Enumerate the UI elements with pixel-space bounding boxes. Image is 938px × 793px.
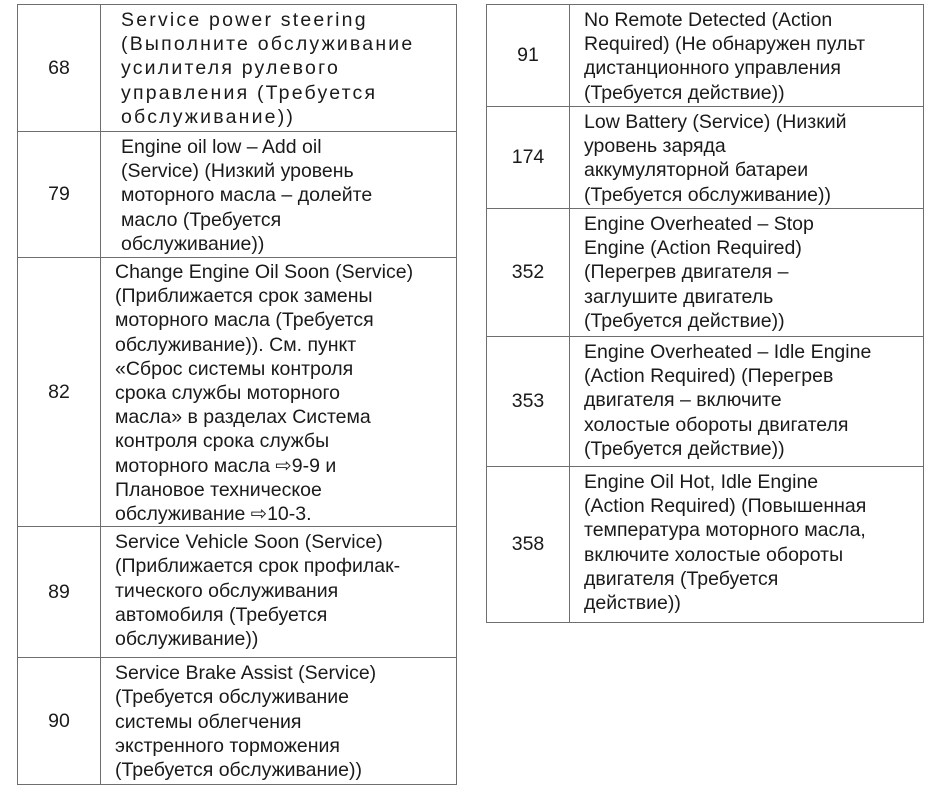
table-row <box>487 5 924 107</box>
message-code: 68 <box>18 5 101 132</box>
message-description: Engine Overheated – Idle Engine (Action Required) (Перегрев двигателя – включите холостые обороты двигателя (Требуется действие)) <box>570 337 924 467</box>
table-row <box>487 209 924 337</box>
message-description: Change Engine Oil Soon (Service) (Приближается срок замены моторного масла (Требуется обслуживание)). См. пункт «Сброс системы контроля срока службы моторного масла» в разделах Система контроля срока службы моторного масла ⇨9-9 и Плановое техническое обслуживание ⇨10-3. <box>101 258 457 527</box>
table-row <box>18 258 457 527</box>
right-code-table <box>486 4 924 623</box>
message-code: 174 <box>487 107 570 209</box>
message-description: Low Battery (Service) (Низкий уровень заряда аккумуляторной батареи (Требуется обслуживание)) <box>570 107 924 209</box>
message-code: 91 <box>487 5 570 107</box>
table-row <box>487 107 924 209</box>
message-description: Engine oil low – Add oil (Service) (Низкий уровень моторного масла – долейте масло (Требуется обслуживание)) <box>101 132 457 258</box>
message-description: Service power steering (Выполните обслуживание усилителя рулевого управления (Требуется обслуживание)) <box>101 5 457 132</box>
message-code: 353 <box>487 337 570 467</box>
message-description: Engine Overheated – Stop Engine (Action Required) (Перегрев двигателя – заглушите двигатель (Требуется действие)) <box>570 209 924 337</box>
message-description: No Remote Detected (Action Required) (Не обнаружен пульт дистанционного управления (Требуется действие)) <box>570 5 924 107</box>
table-row <box>487 467 924 623</box>
message-description: Engine Oil Hot, Idle Engine (Action Required) (Повышенная температура моторного масла, включите холостые обороты двигателя (Требуется действие)) <box>570 467 924 623</box>
table-row <box>18 527 457 658</box>
message-description: Service Vehicle Soon (Service) (Приближается срок профилак- тического обслуживания автомобиля (Требуется обслуживание)) <box>101 527 457 658</box>
message-code: 89 <box>18 527 101 658</box>
message-code: 82 <box>18 258 101 527</box>
message-code: 358 <box>487 467 570 623</box>
table-row <box>487 337 924 467</box>
table-row <box>18 132 457 258</box>
table-row <box>18 658 457 785</box>
message-description: Service Brake Assist (Service) (Требуется обслуживание системы облегчения экстренного торможения (Требуется обслуживание)) <box>101 658 457 785</box>
left-code-table <box>17 4 457 785</box>
message-code: 352 <box>487 209 570 337</box>
table-row <box>18 5 457 132</box>
message-code: 79 <box>18 132 101 258</box>
message-code: 90 <box>18 658 101 785</box>
